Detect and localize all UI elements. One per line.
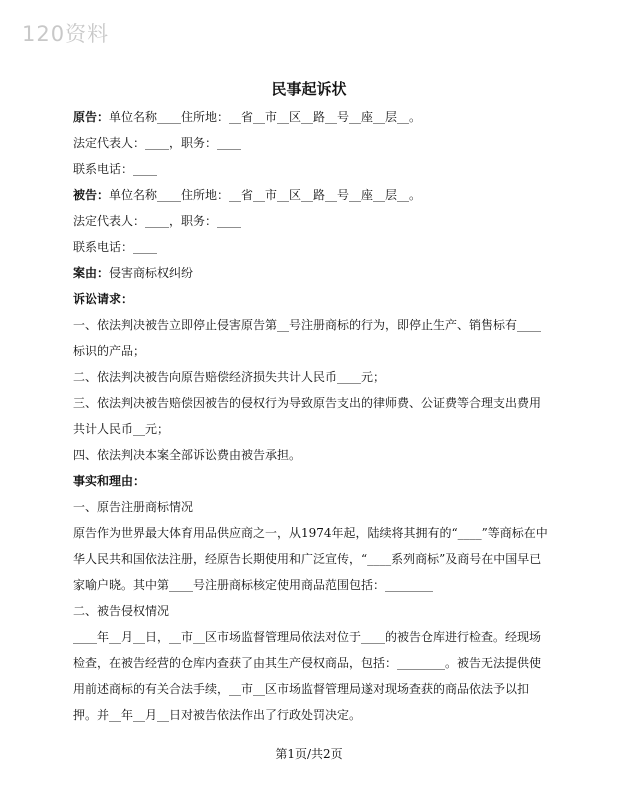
claim-item-4: 四、依法判决本案全部诉讼费由被告承担。 — [73, 448, 302, 462]
facts-heading: 事实和理由： — [73, 474, 146, 488]
case-line — [73, 260, 548, 286]
plaintiff-phone-line: 联系电话：____ — [73, 162, 158, 176]
claim-item-1: 一、依法判决被告立即停止侵害原告第__号注册商标的行为，即停止生产、销售标有____标识的产品； — [73, 318, 542, 358]
facts-section1-title: 一、原告注册商标情况 — [73, 500, 194, 514]
defendant-rep-line: 法定代表人：____，职务：____ — [73, 214, 242, 228]
document-body — [73, 104, 548, 728]
plaintiff-rep-line: 法定代表人：____，职务：____ — [73, 136, 242, 150]
page-title: 民事起诉状 — [271, 80, 347, 98]
case-value: 侵害商标权纠纷 — [109, 266, 194, 280]
claim-item-2: 二、依法判决被告向原告赔偿经济损失共计人民币____元； — [73, 370, 386, 384]
plaintiff-unit-text: 单位名称____住所地：__省__市__区__路__号__座__层__。 — [109, 110, 422, 124]
page-footer: 第1页/共2页 — [275, 747, 343, 761]
defendant-unit-line — [73, 182, 548, 208]
facts-section1-text: 原告作为世界最大体育用品供应商之一，从1974年起，陆续将其拥有的“____”等商标在中华人民共和国依法注册，经原告长期使用和广泛宣传，“____系列商标”及商号在中国早已家喻户晓。其中第____号注册商标核定使用商品范围包括：________ — [73, 526, 548, 592]
defendant-phone-line: 联系电话：____ — [73, 240, 158, 254]
claim-item-3: 三、依法判决被告赔偿因被告的侵权行为导致原告支出的律师费、公证费等合理支出费用共计人民币__元； — [73, 396, 542, 436]
defendant-unit-text: 单位名称____住所地：__省__市__区__路__号__座__层__。 — [109, 188, 422, 202]
claims-heading: 诉讼请求： — [73, 292, 134, 306]
facts-section2-text: ____年__月__日，__市__区市场监督管理局依法对位于____的被告仓库进行检查。经现场检查，在被告经营的仓库内查获了由其生产侵权商品，包括：________。被告无法提供使用前述商标的有关合法手续，__市__区市场监督管理局遂对现场查获的商品依法予以扣押。并__年__月__日对被告依法作出了行政处罚决定。 — [73, 630, 542, 722]
plaintiff-unit-line — [73, 104, 548, 130]
watermark: 120资料 — [22, 22, 110, 46]
plaintiff-label: 原告： — [73, 110, 110, 124]
defendant-label: 被告： — [73, 188, 110, 202]
case-label: 案由： — [73, 266, 110, 280]
facts-section2-title: 二、被告侵权情况 — [73, 604, 170, 618]
